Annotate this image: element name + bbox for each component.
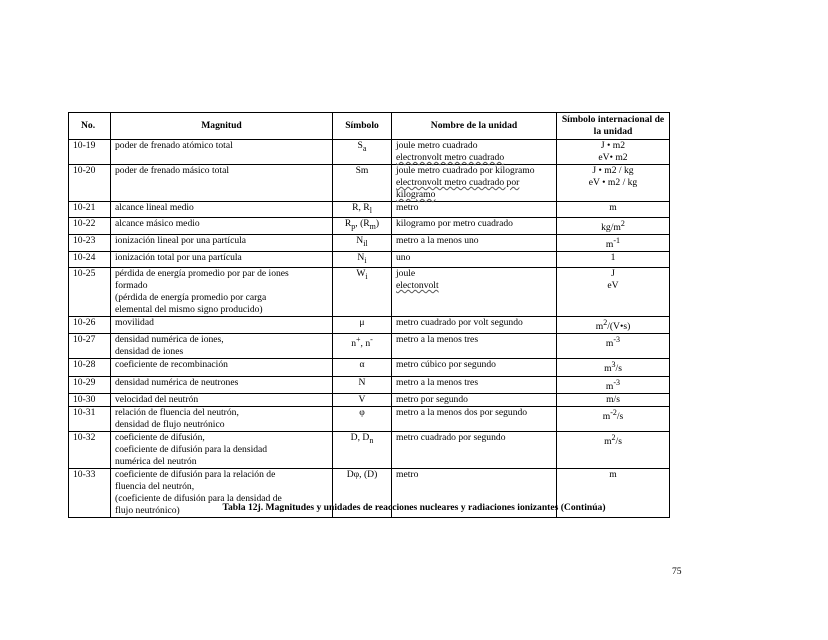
cell-nombre-unidad-line: electronvolt metro cuadrado por xyxy=(396,177,520,188)
cell-nombre-unidad-line: joule metro cuadrado por kilogramo xyxy=(396,165,535,176)
cell-magnitud-line: densidad de iones xyxy=(115,346,184,358)
cell-no: 10-30 xyxy=(69,393,111,406)
cell-simbolo-internacional xyxy=(557,165,670,202)
table-row xyxy=(69,235,670,252)
cell-simbolo-line: n+, n- xyxy=(351,335,373,350)
cell-nombre-unidad-line: metro cuadrado por volt segundo xyxy=(396,317,523,329)
cell-simbolo-internacional xyxy=(557,376,670,393)
cell-magnitud xyxy=(111,252,333,268)
cell-nombre-unidad-line: metro a la menos dos por segundo xyxy=(396,406,528,418)
header-magnitud: Magnitud xyxy=(111,113,333,140)
table-caption: Tabla 12j. Magnitudes y unidades de reacciones nucleares y radiaciones ionizantes (Continúa) xyxy=(222,502,606,513)
cell-simbolo-line: $R_p$, $(R_m)$ xyxy=(344,217,380,231)
cell-nombre-unidad xyxy=(392,317,557,334)
cell-magnitud xyxy=(111,334,333,359)
cell-simbolo-line: Sm xyxy=(355,165,369,176)
table-row xyxy=(69,393,670,406)
cell-no: 10-29 xyxy=(69,376,111,393)
cell-nombre-unidad-line: metro a la menos tres xyxy=(396,334,479,346)
cell-nombre-unidad xyxy=(392,217,557,234)
cell-no: 10-32 xyxy=(69,431,111,468)
cell-magnitud-line: densidad numérica de iones, xyxy=(115,334,224,346)
cell-simbolo-line: α xyxy=(359,359,365,371)
cell-magnitud-line: flujo neutrónico) xyxy=(115,504,180,516)
cell-magnitud-line: densidad numérica de neutrones xyxy=(115,376,239,388)
table-row xyxy=(69,431,670,468)
cell-magnitud-line: elemental del mismo signo producido) xyxy=(115,304,263,316)
cell-nombre-unidad-line: electonvolt xyxy=(396,280,439,292)
cell-nombre-unidad xyxy=(392,165,557,202)
cell-simbolo-internacional xyxy=(557,268,670,317)
cell-simbolo xyxy=(333,140,392,165)
cell-simbolo xyxy=(333,202,392,218)
cell-simbolo-internacional-line: $m^2/(V•s)$ xyxy=(595,318,631,333)
cell-magnitud xyxy=(111,359,333,376)
cell-nombre-unidad xyxy=(392,431,557,468)
cell-magnitud-line: numérica del neutrón xyxy=(115,455,197,467)
cell-magnitud-line: formado xyxy=(115,280,148,292)
cell-magnitud-line: (pérdida de energía promedio por carga xyxy=(115,292,267,304)
cell-simbolo-internacional xyxy=(557,406,670,431)
cell-nombre-unidad-line: uno xyxy=(396,252,411,264)
cell-simbolo-internacional-line: $m^{-3}$ xyxy=(605,335,621,350)
cell-magnitud-line: coeficiente de difusión para la relación de xyxy=(115,468,276,480)
cell-simbolo-internacional xyxy=(557,431,670,468)
cell-magnitud xyxy=(111,317,333,334)
cell-no: 10-19 xyxy=(69,140,111,165)
cell-nombre-unidad-line: metro a la menos uno xyxy=(396,235,479,247)
cell-nombre-unidad-line: kilogramo por metro cuadrado xyxy=(396,217,513,229)
cell-magnitud xyxy=(111,140,333,165)
cell-magnitud xyxy=(111,165,333,202)
cell-nombre-unidad-line: metro cuadrado por segundo xyxy=(396,431,506,443)
cell-magnitud-line: alcance másico medio xyxy=(115,217,200,229)
cell-nombre-unidad xyxy=(392,235,557,252)
cell-magnitud-line: densidad de flujo neutrónico xyxy=(115,418,225,430)
table-row xyxy=(69,359,670,376)
cell-no: 10-33 xyxy=(69,468,111,517)
cell-no: 10-22 xyxy=(69,217,111,234)
cell-nombre-unidad-line: joule metro cuadrado xyxy=(396,140,478,151)
cell-simbolo-internacional-line: J • m2 xyxy=(600,140,626,151)
cell-no: 10-24 xyxy=(69,252,111,268)
cell-simbolo-line: μ xyxy=(359,317,365,329)
cell-magnitud-line: poder de frenado másico total xyxy=(115,165,230,176)
cell-magnitud-line: ionización total por una partícula xyxy=(115,252,242,264)
cell-simbolo-internacional-line: eV xyxy=(607,280,619,292)
cell-nombre-unidad-line: joule xyxy=(396,268,416,280)
table-row xyxy=(69,268,670,317)
cell-magnitud-line: coeficiente de recombinación xyxy=(115,359,228,371)
table-row xyxy=(69,202,670,218)
cell-simbolo-line: $W_i$ xyxy=(356,268,368,282)
cell-simbolo xyxy=(333,406,392,431)
cell-nombre-unidad-line: metro cúbico por segundo xyxy=(396,359,496,371)
cell-magnitud xyxy=(111,202,333,218)
cell-simbolo-line: R, $R_l$ xyxy=(352,202,372,215)
cell-magnitud-line: coeficiente de difusión para la densidad xyxy=(115,443,268,455)
cell-simbolo-line: Dφ, (D) xyxy=(346,468,378,480)
cell-simbolo-internacional-line: J • m2 / kg xyxy=(592,165,634,176)
cell-no: 10-26 xyxy=(69,317,111,334)
cell-nombre-unidad xyxy=(392,406,557,431)
cell-simbolo-internacional xyxy=(557,317,670,334)
cell-simbolo xyxy=(333,317,392,334)
cell-nombre-unidad xyxy=(392,334,557,359)
cell-simbolo-internacional-line: $m^2/s$ xyxy=(604,432,622,447)
header-no: No. xyxy=(69,113,111,140)
cell-magnitud xyxy=(111,431,333,468)
cell-magnitud xyxy=(111,406,333,431)
cell-nombre-unidad-line: metro a la menos tres xyxy=(396,376,479,388)
table-body xyxy=(69,140,670,518)
cell-simbolo-internacional-line: $m^{-3}$ xyxy=(605,377,621,392)
cell-nombre-unidad-line: metro xyxy=(396,468,419,480)
table-row xyxy=(69,165,670,202)
cell-simbolo xyxy=(333,165,392,202)
cell-magnitud xyxy=(111,393,333,406)
cell-simbolo xyxy=(333,217,392,234)
cell-simbolo xyxy=(333,393,392,406)
cell-nombre-unidad xyxy=(392,376,557,393)
header-nombre-unidad: Nombre de la unidad xyxy=(392,113,557,140)
cell-magnitud-line: movilidad xyxy=(115,317,154,329)
cell-magnitud-line: ionización lineal por una partícula xyxy=(115,235,247,247)
cell-simbolo xyxy=(333,252,392,268)
cell-magnitud xyxy=(111,268,333,317)
cell-simbolo-line: $N_{il}$ xyxy=(356,235,368,248)
cell-simbolo xyxy=(333,235,392,252)
cell-simbolo-internacional-line: eV• m2 xyxy=(598,152,628,163)
table-row xyxy=(69,317,670,334)
table-row xyxy=(69,376,670,393)
cell-simbolo-internacional xyxy=(557,359,670,376)
header-simbolo-internacional: Símbolo internacional de la unidad xyxy=(557,113,670,140)
cell-simbolo-internacional xyxy=(557,235,670,252)
cell-simbolo-internacional-line: J xyxy=(611,268,615,280)
cell-simbolo-internacional-line: m xyxy=(609,202,617,213)
cell-simbolo-internacional xyxy=(557,202,670,218)
cell-nombre-unidad xyxy=(392,252,557,268)
cell-magnitud xyxy=(111,376,333,393)
cell-simbolo-internacional xyxy=(557,252,670,268)
cell-magnitud xyxy=(111,217,333,234)
cell-simbolo-internacional-line: $m^{-1}$ xyxy=(605,236,621,251)
cell-nombre-unidad xyxy=(392,359,557,376)
cell-nombre-unidad xyxy=(392,393,557,406)
cell-magnitud-line: coeficiente de difusión, xyxy=(115,431,205,443)
table-row xyxy=(69,252,670,268)
cell-simbolo xyxy=(333,376,392,393)
cell-magnitud-line: (coeficiente de difusión para la densidad de xyxy=(115,492,282,504)
cell-nombre-unidad xyxy=(392,202,557,218)
cell-no: 10-20 xyxy=(69,165,111,202)
units-table xyxy=(68,112,670,518)
cell-simbolo-internacional-line: eV • m2 / kg xyxy=(588,177,638,188)
cell-magnitud-line: alcance lineal medio xyxy=(115,202,194,213)
cell-magnitud-line: relación de fluencia del neutrón, xyxy=(115,406,239,418)
cell-simbolo xyxy=(333,268,392,317)
cell-simbolo-line: φ xyxy=(359,406,365,418)
cell-no: 10-21 xyxy=(69,202,111,218)
cell-nombre-unidad xyxy=(392,268,557,317)
cell-simbolo-internacional-line: $m^{-2}/s$ xyxy=(602,407,624,422)
cell-magnitud-line: fluencia del neutrón, xyxy=(115,480,195,492)
cell-simbolo-internacional-line: $kg/m^2$ xyxy=(601,218,625,234)
header-simbolo: Símbolo xyxy=(333,113,392,140)
cell-nombre-unidad-line: metro xyxy=(396,202,419,213)
page-number: 75 xyxy=(672,566,682,577)
cell-simbolo-internacional xyxy=(557,217,670,234)
cell-simbolo-internacional-line: m/s xyxy=(606,393,620,405)
cell-no: 10-28 xyxy=(69,359,111,376)
cell-simbolo-internacional xyxy=(557,334,670,359)
table-row xyxy=(69,334,670,359)
cell-simbolo-line: $S_a$ xyxy=(357,140,367,153)
cell-simbolo-line: D, $D_n$ xyxy=(350,431,374,445)
cell-simbolo-internacional-line: m xyxy=(609,468,617,480)
cell-magnitud-line: poder de frenado atómico total xyxy=(115,140,233,151)
cell-no: 10-23 xyxy=(69,235,111,252)
cell-no: 10-31 xyxy=(69,406,111,431)
cell-magnitud-line: pérdida de energía promedio por par de iones xyxy=(115,268,289,280)
table-row xyxy=(69,217,670,234)
cell-no: 10-25 xyxy=(69,268,111,317)
cell-no: 10-27 xyxy=(69,334,111,359)
cell-nombre-unidad-line: electronvolt metro cuadrado xyxy=(396,152,505,163)
cell-simbolo-line: V xyxy=(358,393,366,405)
cell-nombre-unidad xyxy=(392,140,557,165)
cell-nombre-unidad-line: kilogramo xyxy=(396,189,436,200)
cell-simbolo xyxy=(333,431,392,468)
cell-simbolo-internacional xyxy=(557,393,670,406)
cell-simbolo xyxy=(333,334,392,359)
cell-nombre-unidad-line: metro por segundo xyxy=(396,393,468,405)
cell-simbolo-line: N xyxy=(358,376,366,388)
cell-simbolo-internacional-line: 1 xyxy=(610,252,616,264)
table-header-row xyxy=(69,113,670,140)
table-row xyxy=(69,140,670,165)
cell-simbolo xyxy=(333,359,392,376)
cell-magnitud xyxy=(111,235,333,252)
table-row xyxy=(69,406,670,431)
cell-simbolo-internacional-line: $m^3/s$ xyxy=(604,360,622,375)
cell-simbolo-internacional xyxy=(557,140,670,165)
cell-simbolo-line: $N_i$ xyxy=(357,252,367,266)
cell-magnitud-line: velocidad del neutrón xyxy=(115,393,199,405)
